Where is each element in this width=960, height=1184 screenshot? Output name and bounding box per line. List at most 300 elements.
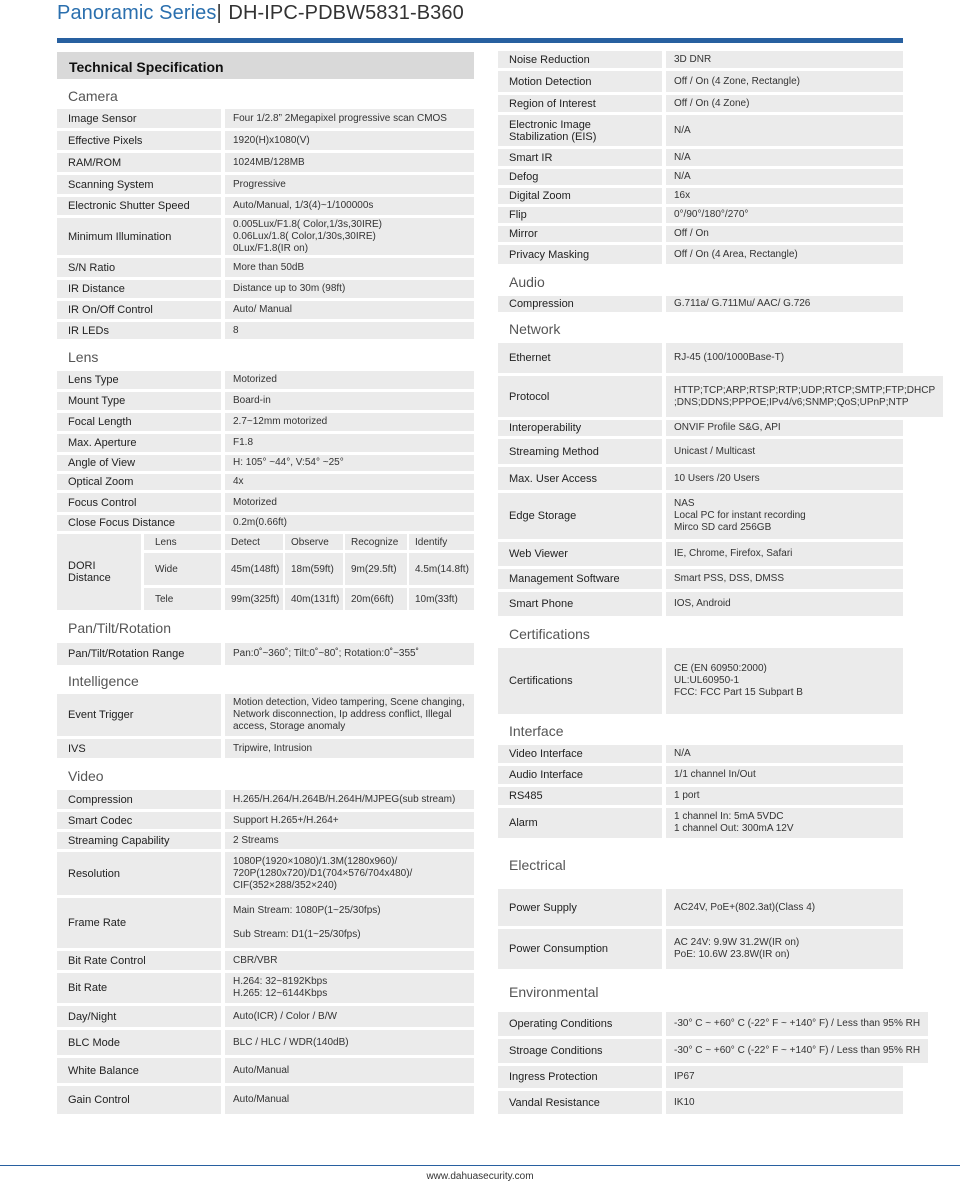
spec-value-line: 0.005Lux/F1.8( Color,1/3s,30IRE): [233, 218, 382, 230]
spec-value: [225, 852, 474, 895]
spec-value-line: Smart PSS, DSS, DMSS: [674, 573, 785, 584]
spec-value: [225, 322, 474, 339]
spec-row: [57, 434, 474, 452]
spec-value-line: CIF(352×288/352×240): [233, 879, 337, 891]
spec-value-line: Motorized: [233, 374, 277, 385]
spec-row: [498, 226, 903, 242]
spec-row: [57, 1086, 474, 1114]
dori-header-identify: Identify: [409, 534, 474, 550]
section-pantilt: [57, 643, 474, 665]
spec-row: [498, 149, 903, 166]
spec-row: [498, 95, 903, 112]
spec-value-line: H: 105° ~44°, V:54° ~25°: [233, 457, 344, 468]
spec-value: [666, 493, 903, 539]
dori-tele-detect: 99m(325ft): [225, 588, 283, 610]
dori-tele-identify: 10m(33ft): [409, 588, 474, 610]
spec-value: [225, 694, 474, 736]
spec-value-line: Progressive: [233, 178, 286, 190]
section-title-environmental: Environmental: [509, 984, 599, 1000]
spec-label: Power Supply: [498, 889, 662, 926]
spec-label: Ingress Protection: [498, 1066, 662, 1088]
spec-value-line: Motion detection, Video tampering, Scene changing, Network disconnection, Ip address conflict, Illegal access, Storage anomaly: [233, 697, 465, 732]
spec-label: Edge Storage: [498, 493, 662, 539]
spec-label: Resolution: [57, 852, 221, 895]
spec-value: [666, 207, 903, 223]
spec-value: [666, 745, 903, 763]
spec-row: [57, 493, 474, 512]
spec-value: [225, 1086, 474, 1114]
spec-value-line: 0.06Lux/1.8( Color,1/30s,30IRE): [233, 230, 376, 242]
spec-value-line: UL:UL60950-1: [674, 675, 740, 686]
spec-value: [225, 739, 474, 758]
spec-value: [225, 812, 474, 829]
spec-label: Web Viewer: [498, 542, 662, 566]
spec-label: Smart Codec: [57, 812, 221, 829]
dori-wide-recognize: 9m(29.5ft): [345, 553, 407, 585]
spec-label: S/N Ratio: [57, 258, 221, 277]
spec-value-line: FCC: FCC Part 15 Subpart B: [674, 687, 803, 698]
dori-tele-observe: 40m(131ft): [285, 588, 343, 610]
spec-row: [57, 197, 474, 215]
footer-url: www.dahuasecurity.com: [426, 1171, 534, 1182]
spec-row: [498, 808, 903, 838]
spec-label: Optical Zoom: [57, 474, 221, 490]
spec-value: [225, 197, 474, 215]
spec-label: Operating Conditions: [498, 1012, 662, 1036]
spec-value: [225, 131, 474, 150]
series-name: Panoramic Series: [57, 2, 217, 24]
section-title-interface: Interface: [509, 723, 564, 739]
spec-value-line: AC24V, PoE+(802.3at)(Class 4): [674, 901, 816, 913]
dori-wide-label: Wide: [144, 553, 221, 585]
spec-row: [498, 467, 903, 490]
spec-row: [57, 898, 474, 948]
spec-value-line: 2.7~12mm motorized: [233, 416, 328, 427]
spec-row: [57, 474, 474, 490]
spec-value: [225, 280, 474, 298]
section-electrical: [498, 889, 903, 969]
spec-row: [498, 569, 903, 589]
right-column: [498, 51, 936, 1117]
spec-label: Day/Night: [57, 1006, 221, 1027]
spec-value-line: IOS, Android: [674, 598, 731, 609]
spec-value: [666, 1066, 903, 1088]
spec-label: BLC Mode: [57, 1030, 221, 1055]
spec-label: White Balance: [57, 1058, 221, 1083]
spec-value-line: 0Lux/F1.8(IR on): [233, 242, 309, 254]
section-lens: [57, 371, 474, 531]
spec-row: [57, 413, 474, 431]
spec-row: [57, 515, 474, 531]
page-title: [57, 2, 464, 25]
spec-value-line: ONVIF Profile S&G, API: [674, 422, 781, 433]
spec-value: [666, 169, 903, 185]
spec-row: [57, 973, 474, 1003]
spec-label: Region of Interest: [498, 95, 662, 112]
spec-value-line: Auto(ICR) / Color / B/W: [233, 1010, 337, 1022]
spec-label: Compression: [57, 790, 221, 809]
spec-label: Mirror: [498, 226, 662, 242]
spec-row: [498, 439, 903, 464]
spec-row: [498, 493, 903, 539]
spec-label: Stroage Conditions: [498, 1039, 662, 1063]
spec-label: Focal Length: [57, 413, 221, 431]
spec-row: [498, 420, 903, 436]
spec-value-line: Off / On (4 Area, Rectangle): [674, 248, 798, 260]
spec-value-line: Four 1/2.8” 2Megapixel progressive scan CMOS: [233, 112, 447, 124]
spec-row: [498, 296, 903, 312]
spec-value: [666, 1039, 928, 1063]
spec-value-line: Auto/Manual: [233, 1094, 290, 1105]
spec-value-line: 1/1 channel In/Out: [674, 769, 756, 780]
spec-value-line: 1 port: [674, 790, 700, 801]
spec-value: [666, 245, 903, 264]
spec-value: [666, 439, 903, 464]
spec-label: Privacy Masking: [498, 245, 662, 264]
section-network: [498, 343, 936, 616]
spec-value-line: N/A: [674, 124, 691, 136]
spec-label: Vandal Resistance: [498, 1091, 662, 1114]
spec-value-line: H.265: 12~6144Kbps: [233, 988, 328, 999]
spec-value: [225, 371, 474, 389]
spec-value: [666, 95, 903, 112]
spec-value-line: 720P(1280x720)/D1(704×576/704x480)/: [233, 867, 413, 879]
spec-value-line: RJ-45 (100/1000Base-T): [674, 352, 785, 363]
bottom-rule: [0, 1165, 960, 1166]
dori-header-row: [225, 534, 474, 550]
spec-value-line: Auto/Manual, 1/3(4)~1/100000s: [233, 200, 374, 211]
spec-label: Certifications: [498, 648, 662, 714]
top-rule: [57, 38, 903, 43]
spec-value-line: N/A: [674, 748, 691, 759]
title-separator: |: [216, 2, 222, 24]
spec-row: [57, 218, 474, 255]
spec-row: [498, 188, 903, 204]
spec-value-line: 1024MB/128MB: [233, 156, 305, 168]
spec-value: [225, 413, 474, 431]
spec-value: [666, 115, 903, 146]
spec-value-line: 0°/90°/180°/270°: [674, 209, 749, 220]
spec-value-line: IK10: [674, 1096, 695, 1108]
spec-value-line: Auto/ Manual: [233, 304, 292, 315]
section-title-network: Network: [509, 321, 561, 337]
spec-value-line: 16x: [674, 190, 691, 201]
section-intelligence: [57, 694, 474, 758]
spec-value: [666, 188, 903, 204]
spec-value: [225, 175, 474, 194]
spec-value-line: 0.2m(0.66ft): [233, 517, 287, 528]
spec-row: [57, 812, 474, 829]
section-title-electrical: Electrical: [509, 857, 566, 873]
spec-label: RS485: [498, 787, 662, 805]
spec-row: [57, 371, 474, 389]
spec-row: [498, 1039, 921, 1063]
spec-label: Compression: [498, 296, 662, 312]
spec-row: [57, 131, 474, 150]
spec-value-line: G.711a/ G.711Mu/ AAC/ G.726: [674, 298, 811, 309]
spec-value-line: CE (EN 60950:2000): [674, 663, 767, 674]
spec-value-line: N/A: [674, 151, 691, 163]
section-title-audio: Audio: [509, 273, 545, 290]
spec-row: [498, 1012, 921, 1036]
spec-value-line: Off / On (4 Zone, Rectangle): [674, 75, 800, 87]
spec-value: [225, 951, 474, 970]
spec-value: [666, 420, 903, 436]
spec-value: [666, 1091, 903, 1114]
spec-value: [225, 218, 474, 255]
spec-value: [666, 808, 903, 838]
spec-label: Audio Interface: [498, 766, 662, 784]
spec-value-line: 1 channel Out: 300mA 12V: [674, 823, 794, 834]
spec-row: [498, 787, 903, 805]
spec-value: [666, 149, 903, 166]
spec-value: [666, 343, 903, 373]
spec-value: [225, 493, 474, 512]
spec-row: [498, 745, 903, 763]
spec-row: [498, 245, 903, 264]
spec-row: [57, 258, 474, 277]
spec-label: IVS: [57, 739, 221, 758]
spec-value-line: N/A: [674, 171, 691, 182]
dori-header-recognize: Recognize: [345, 534, 407, 550]
spec-row: [498, 889, 903, 926]
spec-label: Pan/Tilt/Rotation Range: [57, 643, 221, 665]
section-title-pantilt: Pan/Tilt/Rotation: [68, 620, 171, 636]
spec-label: Smart Phone: [498, 592, 662, 616]
spec-label: Electronic Image Stabilization (EIS): [498, 115, 662, 146]
spec-value: [666, 296, 903, 312]
spec-value-line: -30° C ~ +60° C (-22° F ~ +140° F) / Less than 95% RH: [674, 1045, 921, 1056]
spec-label: Power Consumption: [498, 929, 662, 969]
spec-value: [225, 1058, 474, 1083]
spec-label: Defog: [498, 169, 662, 185]
spec-value-line: Motorized: [233, 496, 277, 508]
dori-wide-row: [225, 553, 474, 585]
spec-value: [225, 898, 474, 948]
spec-value-line: H.265/H.264/H.264B/H.264H/MJPEG(sub stream): [233, 793, 456, 805]
model-name: DH-IPC-PDBW5831-B360: [228, 2, 464, 24]
spec-value-line: 10 Users /20 Users: [674, 472, 760, 484]
spec-value-line: IE, Chrome, Firefox, Safari: [674, 548, 793, 559]
spec-value-line: Auto/Manual: [233, 1064, 290, 1076]
spec-label: Event Trigger: [57, 694, 221, 736]
spec-label: Smart IR: [498, 149, 662, 166]
spec-row: [498, 592, 903, 616]
section-title-certifications: Certifications: [509, 625, 590, 642]
spec-row: [57, 790, 474, 809]
spec-value-line: Board-in: [233, 395, 271, 406]
spec-value: [666, 376, 943, 417]
spec-value: [225, 474, 474, 490]
spec-value: [225, 973, 474, 1003]
spec-label: Video Interface: [498, 745, 662, 763]
spec-label: Alarm: [498, 808, 662, 838]
spec-label: Interoperability: [498, 420, 662, 436]
spec-row: [57, 153, 474, 172]
spec-value: [225, 515, 474, 531]
spec-row: [57, 1058, 474, 1083]
spec-row: [57, 301, 474, 319]
spec-value-line: Off / On: [674, 228, 709, 239]
spec-value: [225, 832, 474, 849]
spec-value: [225, 1006, 474, 1027]
spec-row: [57, 643, 474, 665]
spec-label: Noise Reduction: [498, 51, 662, 68]
spec-value: [666, 542, 903, 566]
spec-row: [57, 175, 474, 194]
spec-row: [498, 648, 903, 714]
spec-label: Ethernet: [498, 343, 662, 373]
spec-label: IR Distance: [57, 280, 221, 298]
spec-value-line: H.264: 32~8192Kbps: [233, 976, 328, 987]
spec-label: Max. Aperture: [57, 434, 221, 452]
spec-table-title: Technical Specification: [57, 52, 474, 79]
spec-label: Frame Rate: [57, 898, 221, 948]
spec-row: [498, 115, 903, 146]
spec-value-line: NAS: [674, 498, 695, 509]
spec-value-line: 1 channel In: 5mA 5VDC: [674, 811, 784, 822]
spec-value-line: Off / On (4 Zone): [674, 97, 750, 109]
section-title-intelligence: Intelligence: [68, 673, 139, 689]
spec-value: [666, 648, 903, 714]
spec-label: RAM/ROM: [57, 153, 221, 172]
dori-distance-table: [57, 534, 474, 610]
spec-value: [225, 790, 474, 809]
spec-row: [498, 169, 903, 185]
dori-wide-observe: 18m(59ft): [285, 553, 343, 585]
spec-label: Lens Type: [57, 371, 221, 389]
spec-label: Gain Control: [57, 1086, 221, 1114]
section-audio: [498, 296, 903, 312]
spec-value-line: -30° C ~ +60° C (-22° F ~ +140° F) / Less than 95% RH: [674, 1018, 921, 1029]
spec-label: IR LEDs: [57, 322, 221, 339]
spec-label: Electronic Shutter Speed: [57, 197, 221, 215]
spec-row: [57, 455, 474, 471]
spec-row: [498, 1091, 903, 1114]
spec-value-line: PoE: 10.6W 23.8W(IR on): [674, 949, 790, 960]
spec-value-line: 8: [233, 324, 239, 336]
spec-label: Streaming Method: [498, 439, 662, 464]
spec-label: Minimum Illumination: [57, 218, 221, 255]
spec-label: Image Sensor: [57, 109, 221, 128]
spec-row: [57, 322, 474, 339]
spec-row: [57, 739, 474, 758]
spec-value-line: Distance up to 30m (98ft): [233, 283, 346, 294]
spec-value: [666, 226, 903, 242]
spec-value-line: Sub Stream: D1(1~25/30fps): [233, 929, 361, 940]
spec-value: [666, 569, 903, 589]
dori-header-observe: Observe: [285, 534, 343, 550]
spec-row: [57, 832, 474, 849]
spec-label: Focus Control: [57, 493, 221, 512]
spec-label: Max. User Access: [498, 467, 662, 490]
spec-row: [498, 71, 903, 92]
spec-value: [225, 643, 474, 665]
spec-row: [57, 392, 474, 410]
spec-label: Bit Rate: [57, 973, 221, 1003]
section-camera: [57, 109, 474, 339]
spec-value: [225, 153, 474, 172]
spec-value: [666, 1012, 928, 1036]
spec-value-line: Unicast / Multicast: [674, 445, 756, 457]
spec-row: [57, 1030, 474, 1055]
spec-value: [225, 455, 474, 471]
spec-value: [666, 766, 903, 784]
spec-value: [666, 929, 903, 969]
section-video-continued: [498, 51, 903, 264]
spec-row: [57, 109, 474, 128]
spec-label: Angle of View: [57, 455, 221, 471]
spec-label: IR On/Off Control: [57, 301, 221, 319]
spec-row: [57, 951, 474, 970]
left-column: [57, 52, 474, 1117]
spec-value: [666, 51, 903, 68]
spec-value-line: Local PC for instant recording: [674, 510, 806, 521]
dori-wide-detect: 45m(148ft): [225, 553, 283, 585]
spec-value: [225, 392, 474, 410]
dori-header-detect: Detect: [225, 534, 283, 550]
spec-row: [498, 51, 903, 68]
spec-value: [225, 109, 474, 128]
spec-value: [666, 787, 903, 805]
spec-row: [498, 766, 903, 784]
spec-value-line: IP67: [674, 1071, 695, 1082]
section-environmental: [498, 1012, 921, 1114]
spec-value-line: 4x: [233, 476, 244, 487]
spec-value-line: Mirco SD card 256GB: [674, 522, 772, 533]
section-title-lens: Lens: [68, 348, 99, 365]
spec-label: Motion Detection: [498, 71, 662, 92]
spec-value: [225, 258, 474, 277]
spec-row: [57, 1006, 474, 1027]
spec-value-line: Main Stream: 1080P(1~25/30fps): [233, 905, 381, 916]
spec-value: [225, 434, 474, 452]
spec-value-line: Tripwire, Intrusion: [233, 742, 313, 754]
spec-row: [57, 852, 474, 895]
spec-value-line: 2 Streams: [233, 834, 279, 846]
spec-value: [666, 889, 903, 926]
spec-value: [225, 301, 474, 319]
spec-row: [498, 343, 903, 373]
section-certifications: [498, 648, 903, 714]
section-interface: [498, 745, 903, 838]
spec-value-line: AC 24V: 9.9W 31.2W(IR on): [674, 937, 800, 948]
spec-value: [666, 71, 903, 92]
spec-value-line: 1920(H)x1080(V): [233, 134, 310, 146]
spec-value-line: ;DNS;DDNS;PPPOE;IPv4/v6;SNMP;QoS;UPnP;NTP: [674, 396, 909, 408]
spec-row: [498, 207, 903, 223]
spec-label: Protocol: [498, 376, 662, 417]
spec-value-line: Support H.265+/H.264+: [233, 814, 339, 826]
spec-row: [498, 542, 903, 566]
section-title-video: Video: [68, 767, 104, 784]
dori-tele-label: Tele: [144, 588, 221, 610]
spec-label: Effective Pixels: [57, 131, 221, 150]
spec-value-line: BLC / HLC / WDR(140dB): [233, 1036, 349, 1048]
dori-tele-recognize: 20m(66ft): [345, 588, 407, 610]
section-video: [57, 790, 474, 1114]
spec-row: [57, 694, 474, 736]
spec-value-line: Pan:0˚~360˚; Tilt:0˚~80˚; Rotation:0˚~355˚: [233, 648, 419, 659]
spec-value-line: 1080P(1920×1080)/1.3M(1280x960)/: [233, 855, 398, 867]
spec-label: Management Software: [498, 569, 662, 589]
spec-label: Streaming Capability: [57, 832, 221, 849]
spec-label: Close Focus Distance: [57, 515, 221, 531]
dori-wide-identify: 4.5m(14.8ft): [409, 553, 474, 585]
spec-row: [57, 280, 474, 298]
spec-row: [498, 376, 936, 417]
spec-value-line: CBR/VBR: [233, 954, 278, 966]
